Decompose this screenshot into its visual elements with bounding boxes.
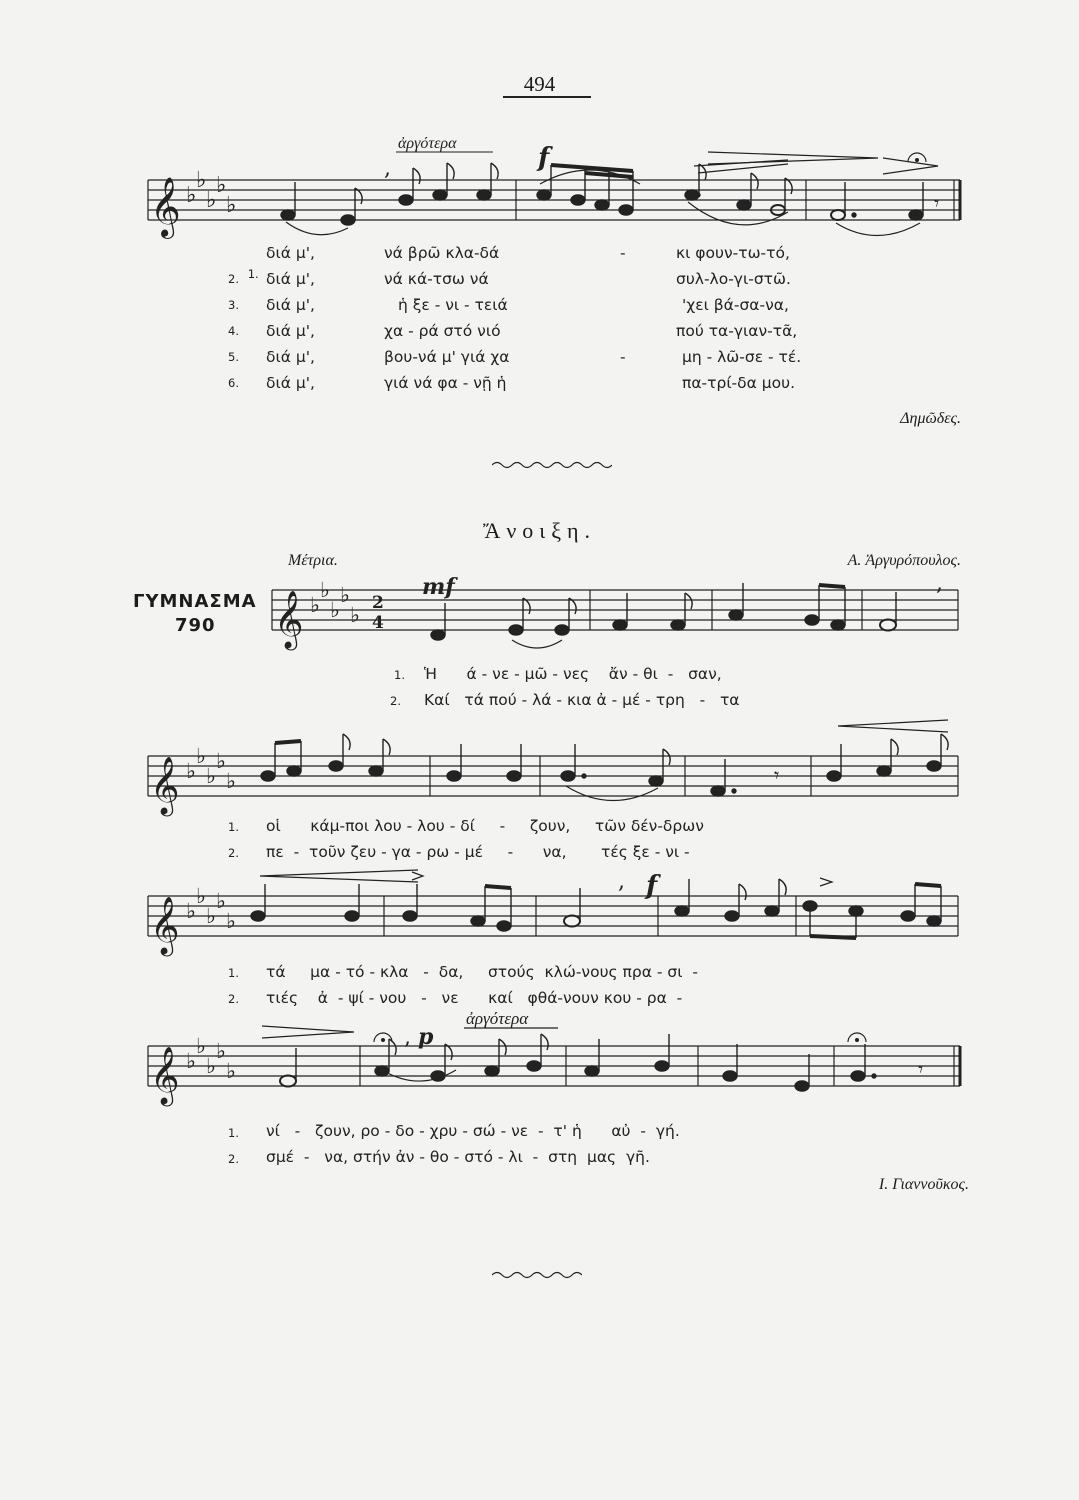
verse-6-d: πα-τρί-δα μου. — [682, 374, 796, 392]
svg-text:♭: ♭ — [206, 1054, 216, 1078]
verse-number: 4. — [228, 324, 239, 338]
svg-text:𝄾: 𝄾 — [918, 1057, 924, 1081]
song2-composer: Α. Ἀργυρόπουλος. — [847, 552, 961, 569]
song2-title: Ἄνοιξη. — [482, 518, 597, 543]
verse-3-b: ἡ ξε - νι - τειά — [398, 296, 508, 314]
svg-text:♭: ♭ — [206, 188, 217, 213]
svg-text:♭: ♭ — [216, 749, 226, 773]
verse-number: 2. — [228, 272, 239, 286]
separator-wave — [492, 1270, 582, 1280]
system2-line1: οἱ κάμ-ποι λου - λου - δί - ζουν, τῶν δέν-δρων — [266, 817, 704, 835]
song2-tempo: Μέτρια. — [288, 552, 338, 569]
svg-text:♭: ♭ — [206, 764, 216, 788]
svg-text:♭: ♭ — [320, 578, 330, 602]
system3-line1: τά μα - τό - κλα - δα, στούς κλώ-νους πρα - σι - — [266, 963, 698, 981]
verse-5-b: βου-νά μ' γιά χα — [384, 348, 510, 366]
verse-3-d: 'χει βά-σα-να, — [682, 296, 789, 314]
svg-text:♭: ♭ — [216, 173, 227, 198]
system4-line1: νί - ζουν, ρο - δο - χρυ - σώ - νε - τ' ἡ αὐ - γή. — [266, 1122, 680, 1140]
svg-text:♭: ♭ — [196, 744, 206, 768]
system4-line2: σμέ - να, στήν ἀν - θο - στό - λι - στη μας γῆ. — [266, 1148, 650, 1166]
svg-text:𝄾: 𝄾 — [774, 763, 780, 787]
svg-text:♭: ♭ — [186, 759, 196, 783]
exercise-label: ΓΥΜΝΑΣΜΑ — [133, 591, 257, 612]
svg-text:♭: ♭ — [226, 769, 236, 793]
verse-1-a: διά μ', — [266, 244, 315, 262]
verse-number: 5. — [228, 350, 239, 364]
song2-staff-2 — [148, 716, 968, 816]
verse-4-d: πού τα-γιαν-τᾶ, — [676, 322, 798, 340]
verse-1-c: - — [620, 244, 626, 262]
verse-1-b: νά βρῶ κλα-δά — [384, 244, 500, 262]
verse-5-a: διά μ', — [266, 348, 315, 366]
song2-attribution: Ι. Γιαννοῦκος. — [878, 1176, 969, 1193]
song1-attribution: Δημῶδες. — [900, 410, 961, 427]
verse-2-d: συλ-λο-γι-στῶ. — [676, 270, 791, 288]
svg-text:♭: ♭ — [350, 603, 360, 627]
svg-text:♭: ♭ — [206, 904, 216, 928]
svg-text:,: , — [618, 869, 625, 894]
svg-text:♭: ♭ — [196, 168, 207, 193]
verse-4-a: διά μ', — [266, 322, 315, 340]
verse-3-a: διά μ', — [266, 296, 315, 314]
line-number: 2. — [228, 846, 239, 860]
svg-text:♭: ♭ — [226, 909, 236, 933]
svg-text:♭: ♭ — [216, 1039, 226, 1063]
verse-5-c: - — [620, 348, 626, 366]
system2-line2: πε - τοῦν ζευ - γα - ρω - μέ - να, τές ξε - νι - — [266, 843, 690, 861]
svg-text:,: , — [404, 1025, 411, 1050]
separator-wave — [492, 460, 612, 470]
line-number: 2. — [228, 992, 239, 1006]
system1-line1: Ἡ ά - νε - μῶ - νες ἄν - θι - σαν, — [424, 665, 722, 683]
song1-notes — [281, 163, 923, 225]
svg-text:♭: ♭ — [186, 183, 197, 208]
svg-text:𝄞: 𝄞 — [150, 1046, 180, 1104]
system1-line2: Καί τά πού - λά - κια ἀ - μέ - τρη - τα — [424, 691, 740, 709]
svg-text:♭: ♭ — [310, 593, 320, 617]
svg-text:,: , — [936, 571, 943, 596]
verse-5-d: μη - λῶ-σε - τέ. — [682, 348, 802, 366]
svg-text:♭: ♭ — [186, 899, 196, 923]
verse-number: 3. — [228, 298, 239, 312]
verse-6-b: γιά νά φα - νῇ ἡ — [384, 374, 507, 392]
time-signature-top: 2 — [372, 593, 384, 613]
line-number: 2. — [390, 694, 401, 708]
system3-line2: τιές ἀ - ψί - νου - νε καί φθά-νουν κου - ρα - — [266, 989, 683, 1007]
svg-text:♭: ♭ — [226, 193, 237, 218]
dynamic-f: f — [646, 871, 658, 901]
svg-text:♭: ♭ — [196, 1034, 206, 1058]
line-number: 1. — [394, 668, 405, 682]
song1-staff — [148, 135, 968, 250]
treble-clef-icon: 𝄞 — [150, 177, 181, 237]
svg-text:𝄞: 𝄞 — [150, 896, 180, 954]
svg-text:♭: ♭ — [340, 583, 350, 607]
verse-4-b: χα - ρά στό νιό — [384, 322, 501, 340]
exercise-number: 790 — [175, 615, 216, 636]
line-number: 1. — [228, 966, 239, 980]
verse-2-b: νά κά-τσω νά — [384, 270, 489, 288]
song2-staff-3 — [148, 866, 968, 966]
svg-text:♭: ♭ — [216, 889, 226, 913]
verse-1-d: κι φουν-τω-τό, — [676, 244, 790, 262]
svg-text:♭: ♭ — [330, 598, 340, 622]
song2-staff-4 — [148, 1009, 968, 1116]
song2-tempo-mark: ἀργότερα — [466, 1009, 529, 1028]
line-number: 1. — [228, 1126, 239, 1140]
verse-2-a: διά μ', — [266, 270, 315, 288]
line-number: 2. — [228, 1152, 239, 1166]
line-number: 1. — [228, 820, 239, 834]
verse-6-a: διά μ', — [266, 374, 315, 392]
verse-number: 6. — [228, 376, 239, 390]
verse-number: 1. — [247, 267, 259, 281]
svg-text:♭: ♭ — [196, 884, 206, 908]
song1-dynamic-f: f — [538, 143, 550, 173]
song2-staff-1 — [272, 570, 972, 670]
svg-text:,: , — [384, 156, 391, 181]
svg-text:𝄞: 𝄞 — [150, 756, 180, 814]
page-number: 494 — [523, 72, 556, 96]
time-signature-bottom: 4 — [372, 613, 384, 633]
svg-text:𝄾: 𝄾 — [934, 191, 940, 215]
dynamic-p: p — [418, 1024, 434, 1050]
svg-text:𝄞: 𝄞 — [274, 590, 304, 648]
svg-text:♭: ♭ — [186, 1049, 196, 1073]
svg-text:♭: ♭ — [226, 1059, 236, 1083]
page-number-rule — [503, 96, 591, 98]
song1-tempo-mark: ἀργότερα — [398, 135, 457, 152]
dynamic-mf: mf — [422, 574, 455, 600]
